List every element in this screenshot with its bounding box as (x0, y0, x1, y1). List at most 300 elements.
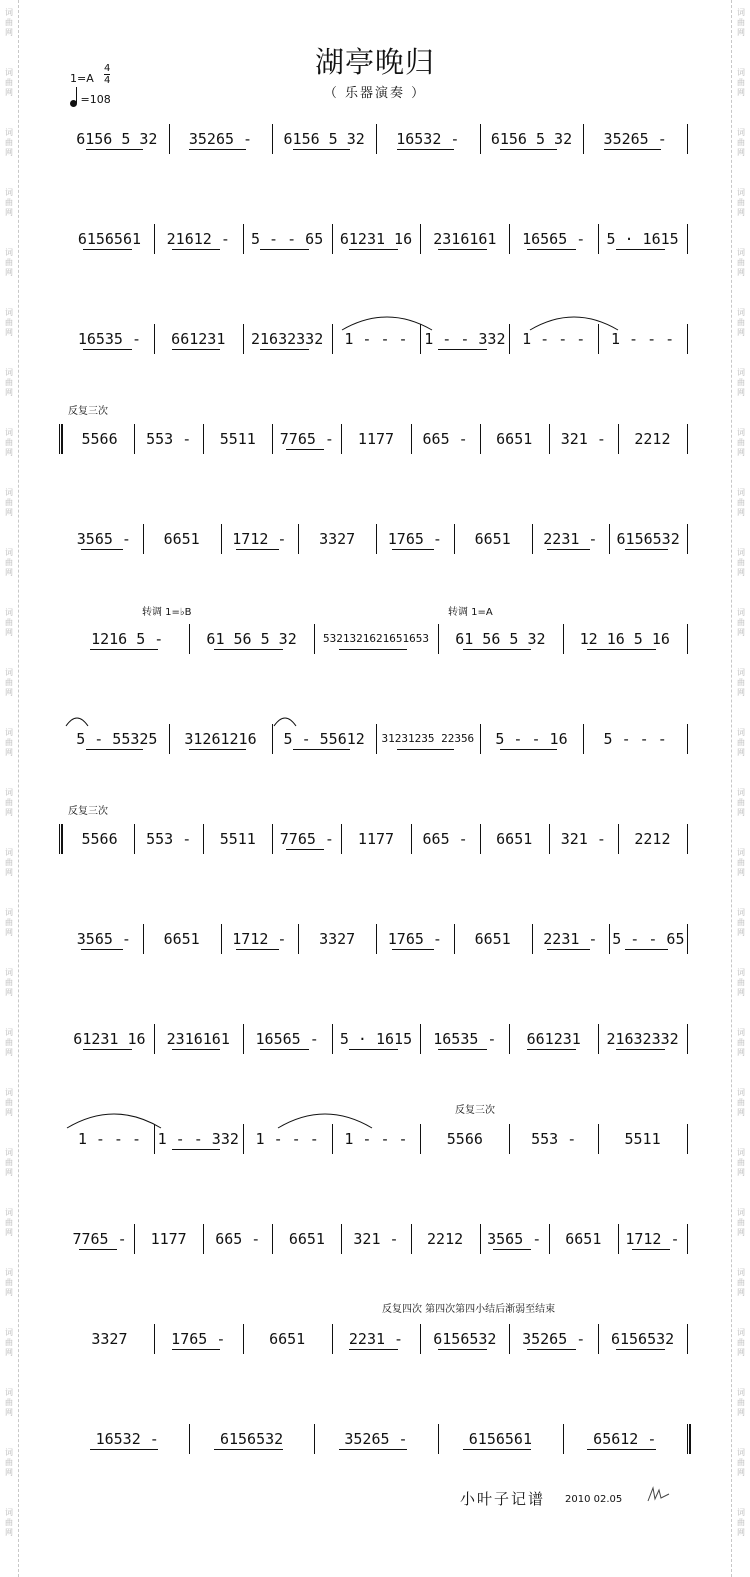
bar-line (189, 624, 190, 654)
measure: 3327 (319, 530, 356, 548)
measure: 5 - - - (603, 730, 667, 748)
song-title: 湖亭晚归 (314, 45, 435, 79)
beam-underline (527, 1349, 576, 1350)
beam-underline (463, 1449, 531, 1450)
watermark-char: 曲 (737, 1218, 745, 1227)
measure: 665 - (422, 430, 468, 448)
watermark-char: 词 (737, 968, 745, 977)
bar-line (376, 524, 377, 554)
watermark-char: 词 (737, 788, 745, 797)
watermark-char: 词 (5, 128, 13, 137)
bar-line (420, 1324, 421, 1354)
bar-line (203, 824, 204, 854)
measure: 6156532 (433, 1330, 497, 1348)
watermark-char: 词 (737, 1448, 745, 1457)
watermark-char: 词 (5, 308, 13, 317)
bar-line (272, 724, 273, 754)
repeat-sign (687, 1424, 691, 1454)
watermark-char: 曲 (5, 498, 13, 507)
measure: 6156561 (77, 230, 142, 248)
measure: 3565 - (487, 1230, 542, 1248)
bar-line (243, 324, 244, 354)
bar-line (583, 724, 584, 754)
watermark-char: 词 (5, 848, 13, 857)
measure: 6156532 (610, 1330, 675, 1348)
watermark-char: 曲 (5, 918, 13, 927)
beam-underline (397, 149, 454, 150)
score-line (65, 528, 687, 550)
measure: 16565 - (522, 230, 586, 248)
watermark-char: 网 (5, 1348, 13, 1357)
watermark-char: 曲 (737, 1098, 745, 1107)
watermark-char: 曲 (737, 1518, 745, 1527)
beam-underline (83, 349, 132, 350)
bar-line (618, 1224, 619, 1254)
watermark-char: 曲 (5, 1338, 13, 1347)
watermark-char: 词 (5, 1028, 13, 1037)
watermark-char: 曲 (5, 1038, 13, 1047)
beam-underline (392, 949, 435, 950)
bar-line (687, 724, 688, 754)
bar-line (376, 124, 377, 154)
repeat-sign (59, 424, 63, 454)
score-line (65, 1328, 687, 1350)
measure: 321 - (560, 430, 606, 448)
watermark-char: 曲 (5, 858, 13, 867)
bar-line (154, 324, 155, 354)
bar-line (143, 924, 144, 954)
watermark-char: 网 (5, 1528, 13, 1537)
beam-underline (260, 1049, 309, 1050)
bar-line (454, 524, 455, 554)
bar-line (687, 924, 688, 954)
measure: 61 56 5 32 (206, 630, 297, 648)
bar-line (687, 824, 688, 854)
measure: 2212 (634, 430, 671, 448)
watermark-char: 词 (737, 488, 745, 497)
bar-line (154, 224, 155, 254)
beam-underline (527, 249, 576, 250)
measure: 321 - (353, 1230, 399, 1248)
watermark-char: 网 (5, 88, 13, 97)
bar-line (420, 1124, 421, 1154)
score-line (65, 728, 687, 750)
bar-line (332, 324, 333, 354)
modulation-to-a: 转调 1=A (448, 607, 493, 618)
time-signature-bottom: 4 (104, 75, 111, 86)
watermark-char: 曲 (5, 1458, 13, 1467)
measure: 1712 - (625, 1230, 680, 1248)
bar-line (298, 524, 299, 554)
watermark-char: 网 (737, 568, 745, 577)
beam-underline (236, 549, 279, 550)
beam-underline (86, 149, 143, 150)
slur-mark (65, 1108, 163, 1130)
bar-line (480, 424, 481, 454)
watermark-char: 词 (737, 908, 745, 917)
watermark-char: 曲 (5, 558, 13, 567)
measure: 5321321621651653 (323, 632, 429, 645)
watermark-char: 词 (5, 488, 13, 497)
beam-underline (214, 1449, 282, 1450)
measure: 6651 (288, 1230, 325, 1248)
watermark-char: 词 (737, 728, 745, 737)
bar-line (332, 224, 333, 254)
measure: 65612 - (593, 1430, 657, 1448)
watermark-char: 网 (5, 988, 13, 997)
measure: 35265 - (188, 130, 253, 148)
measure: 6651 (496, 830, 533, 848)
bar-line (598, 1124, 599, 1154)
bar-line (332, 1324, 333, 1354)
beam-underline (90, 1449, 158, 1450)
beam-underline (81, 949, 124, 950)
watermark-char: 网 (737, 28, 745, 37)
measure: 31231235 22356 (381, 732, 475, 745)
bar-line (563, 1424, 564, 1454)
watermark-char: 网 (5, 508, 13, 517)
watermark-char: 词 (737, 68, 745, 77)
watermark-char: 网 (737, 388, 745, 397)
measure: 2231 - (348, 1330, 404, 1348)
bar-line (549, 1224, 550, 1254)
watermark-char: 网 (737, 748, 745, 757)
measure: 321 - (560, 830, 606, 848)
watermark-char: 曲 (5, 738, 13, 747)
measure: 5 - - 16 (495, 730, 568, 748)
bar-line (203, 1224, 204, 1254)
beam-underline (500, 749, 557, 750)
watermark-char: 网 (5, 28, 13, 37)
beam-underline (339, 1449, 407, 1450)
watermark-char: 曲 (737, 1038, 745, 1047)
measure: 5 - 55325 (76, 730, 158, 748)
tempo-marking (70, 92, 111, 108)
bar-line (420, 224, 421, 254)
time-signature-top: 4 (104, 63, 111, 74)
measure: 1216 5 - (91, 630, 164, 648)
bar-line (598, 1324, 599, 1354)
measure: 21632332 (251, 330, 324, 348)
measure: 5 - - 65 (612, 930, 684, 948)
beam-underline (172, 249, 221, 250)
watermark-char: 词 (737, 308, 745, 317)
measure: 5 - - 65 (251, 230, 324, 248)
bar-line (687, 124, 688, 154)
beam-underline (500, 149, 557, 150)
watermark-char: 曲 (737, 738, 745, 747)
bar-line (532, 524, 533, 554)
bar-line (341, 424, 342, 454)
slur-mark (64, 712, 90, 728)
beam-underline (625, 549, 668, 550)
bar-line (480, 724, 481, 754)
measure: 2212 (427, 1230, 464, 1248)
measure: 1 - - - (522, 330, 586, 348)
watermark-char: 网 (737, 988, 745, 997)
watermark-char: 词 (5, 1448, 13, 1457)
watermark-char: 网 (737, 928, 745, 937)
watermark-char: 网 (5, 1168, 13, 1177)
watermark-char: 词 (5, 248, 13, 257)
beam-underline (625, 949, 668, 950)
watermark-char: 词 (5, 908, 13, 917)
beam-underline (349, 249, 398, 250)
beam-underline (172, 349, 221, 350)
watermark-char: 网 (737, 868, 745, 877)
watermark-char: 网 (737, 1528, 745, 1537)
measure: 1177 (357, 430, 395, 448)
score-line (65, 828, 687, 850)
watermark-char: 词 (5, 1508, 13, 1517)
measure: 7765 - (279, 430, 334, 448)
watermark-char: 词 (5, 8, 13, 17)
bar-line (376, 924, 377, 954)
watermark-char: 词 (5, 1088, 13, 1097)
bar-line (687, 1324, 688, 1354)
measure: 21612 - (166, 230, 230, 248)
bar-line (532, 924, 533, 954)
measure: 6651 (163, 530, 200, 548)
beam-underline (214, 649, 282, 650)
bar-line (221, 524, 222, 554)
watermark-char: 网 (737, 208, 745, 217)
bar-line (687, 1124, 688, 1154)
bar-line (583, 124, 584, 154)
watermark-char: 词 (737, 368, 745, 377)
measure: 31261216 (184, 730, 257, 748)
measure: 16535 - (77, 330, 142, 348)
bar-line (332, 1024, 333, 1054)
measure: 553 - (146, 830, 192, 848)
measure: 665 - (215, 1230, 261, 1248)
bar-line (341, 1224, 342, 1254)
watermark-char: 词 (5, 428, 13, 437)
bar-line (169, 724, 170, 754)
watermark-char: 词 (737, 128, 745, 137)
watermark-char: 网 (737, 808, 745, 817)
beam-underline (616, 1049, 665, 1050)
watermark-char: 曲 (5, 1398, 13, 1407)
key-signature: 1=A (70, 72, 94, 85)
measure: 1765 - (171, 1330, 226, 1348)
bar-line (314, 624, 315, 654)
measure: 5566 (446, 1130, 483, 1148)
bar-line (411, 824, 412, 854)
watermark-char: 曲 (737, 138, 745, 147)
measure: 6156 5 32 (76, 130, 158, 148)
watermark-char: 曲 (737, 498, 745, 507)
bar-line (243, 1324, 244, 1354)
watermark-char: 网 (737, 148, 745, 157)
beam-underline (286, 449, 324, 450)
beam-underline (438, 249, 487, 250)
watermark-char: 词 (5, 368, 13, 377)
watermark-char: 词 (5, 1208, 13, 1217)
repeat-four-annotation: 反复四次 第四次第四小结后渐弱至结束 (382, 1304, 556, 1315)
watermark-char: 词 (5, 1268, 13, 1277)
watermark-char: 网 (5, 628, 13, 637)
watermark-char: 网 (737, 268, 745, 277)
beam-underline (236, 949, 279, 950)
bar-line (509, 1024, 510, 1054)
measure: 2231 - (543, 930, 598, 948)
score-line (65, 428, 687, 450)
watermark-char: 网 (5, 1048, 13, 1057)
repeat-three-annotation-1: 反复三次 (68, 406, 108, 417)
watermark-char: 网 (5, 688, 13, 697)
beam-underline (463, 649, 531, 650)
beam-underline (172, 1049, 221, 1050)
beam-underline (587, 1449, 655, 1450)
watermark-char: 网 (5, 328, 13, 337)
watermark-char: 网 (737, 1048, 745, 1057)
beam-underline (286, 849, 324, 850)
bar-line (618, 824, 619, 854)
watermark-char: 曲 (737, 1398, 745, 1407)
measure: 6156 5 32 (490, 130, 573, 148)
bar-line (480, 824, 481, 854)
watermark-char: 网 (737, 1468, 745, 1477)
watermark-char: 曲 (5, 258, 13, 267)
watermark-char: 网 (737, 1288, 745, 1297)
watermark-char: 曲 (737, 618, 745, 627)
tempo-value: =108 (80, 93, 111, 106)
beam-underline (587, 649, 655, 650)
beam-underline (547, 949, 590, 950)
watermark-char: 网 (737, 1168, 745, 1177)
bar-line (272, 824, 273, 854)
bar-line (549, 824, 550, 854)
watermark-char: 曲 (5, 1158, 13, 1167)
watermark-char: 曲 (737, 1338, 745, 1347)
measure: 21632332 (606, 1030, 679, 1048)
watermark-char: 网 (5, 448, 13, 457)
measure: 665 - (422, 830, 468, 848)
measure: 1177 (150, 1230, 187, 1248)
bar-line (687, 224, 688, 254)
measure: 553 - (146, 430, 192, 448)
bar-line (169, 124, 170, 154)
watermark-char: 曲 (5, 618, 13, 627)
watermark-char: 网 (5, 268, 13, 277)
slur-mark (272, 712, 298, 728)
watermark-char: 词 (5, 728, 13, 737)
beam-underline (172, 1149, 221, 1150)
watermark-char: 网 (737, 688, 745, 697)
measure: 6156532 (219, 1430, 284, 1448)
bar-line (454, 924, 455, 954)
measure: 5511 (219, 430, 256, 448)
watermark-char: 曲 (5, 678, 13, 687)
song-subtitle: （ 乐器演奏 ） (323, 86, 427, 101)
measure: 1 - - - (77, 1130, 142, 1148)
signature-scribble (645, 1484, 673, 1504)
watermark-char: 词 (5, 188, 13, 197)
beam-underline (83, 1049, 132, 1050)
beam-underline (397, 749, 454, 750)
watermark-char: 网 (737, 628, 745, 637)
beam-underline (86, 749, 143, 750)
watermark-char: 曲 (5, 378, 13, 387)
watermark-char: 词 (737, 248, 745, 257)
beam-underline (90, 649, 158, 650)
score-line (65, 1028, 687, 1050)
bar-line (509, 1124, 510, 1154)
beam-underline (392, 549, 435, 550)
beam-underline (189, 149, 246, 150)
bar-line (221, 924, 222, 954)
watermark-char: 词 (737, 1268, 745, 1277)
bar-line (272, 1224, 273, 1254)
watermark-char: 词 (737, 1328, 745, 1337)
measure: 553 - (531, 1130, 577, 1148)
measure: 16535 - (433, 1030, 497, 1048)
watermark-char: 词 (737, 848, 745, 857)
watermark-char: 网 (737, 88, 745, 97)
beam-underline (547, 549, 590, 550)
beam-underline (438, 1049, 487, 1050)
watermark-char: 词 (5, 1328, 13, 1337)
measure: 7765 - (72, 1230, 127, 1248)
watermark-char: 网 (5, 1408, 13, 1417)
repeat-three-annotation-2: 反复三次 (68, 806, 108, 817)
watermark-char: 网 (737, 328, 745, 337)
watermark-char: 曲 (737, 558, 745, 567)
beam-underline (493, 1249, 531, 1250)
bar-line (143, 524, 144, 554)
watermark-char: 网 (737, 1108, 745, 1117)
bar-line (298, 924, 299, 954)
watermark-char: 网 (737, 1348, 745, 1357)
measure: 6651 (474, 930, 511, 948)
watermark-char: 网 (5, 868, 13, 877)
score-line (65, 628, 687, 650)
bar-line (687, 424, 688, 454)
transcriber-signature: 小叶子记谱 (460, 1490, 546, 1508)
watermark-char: 网 (5, 1108, 13, 1117)
watermark-char: 词 (5, 608, 13, 617)
measure: 1 - - - (344, 330, 408, 348)
bar-line (509, 1324, 510, 1354)
watermark-char: 网 (5, 808, 13, 817)
watermark-char: 曲 (737, 438, 745, 447)
bar-line (609, 924, 610, 954)
watermark-char: 曲 (737, 918, 745, 927)
beam-underline (260, 249, 309, 250)
measure: 35265 - (344, 1430, 408, 1448)
watermark-char: 曲 (5, 1098, 13, 1107)
bar-line (509, 224, 510, 254)
repeat-three-annotation-3: 反复三次 (455, 1105, 495, 1116)
time-signature (104, 63, 110, 86)
slur-mark (276, 1108, 374, 1130)
bar-line (420, 1024, 421, 1054)
watermark-char: 词 (737, 608, 745, 617)
bar-line (480, 1224, 481, 1254)
measure: 7765 - (279, 830, 334, 848)
bar-line (272, 424, 273, 454)
measure: 6156 5 32 (283, 130, 365, 148)
watermark-char: 词 (737, 1508, 745, 1517)
measure: 61231 16 (339, 230, 413, 248)
score-line (65, 928, 687, 950)
bar-line (509, 324, 510, 354)
measure: 61 56 5 32 (455, 630, 546, 648)
measure: 6156532 (616, 530, 680, 548)
watermark-char: 曲 (737, 798, 745, 807)
watermark-char: 曲 (5, 1278, 13, 1287)
